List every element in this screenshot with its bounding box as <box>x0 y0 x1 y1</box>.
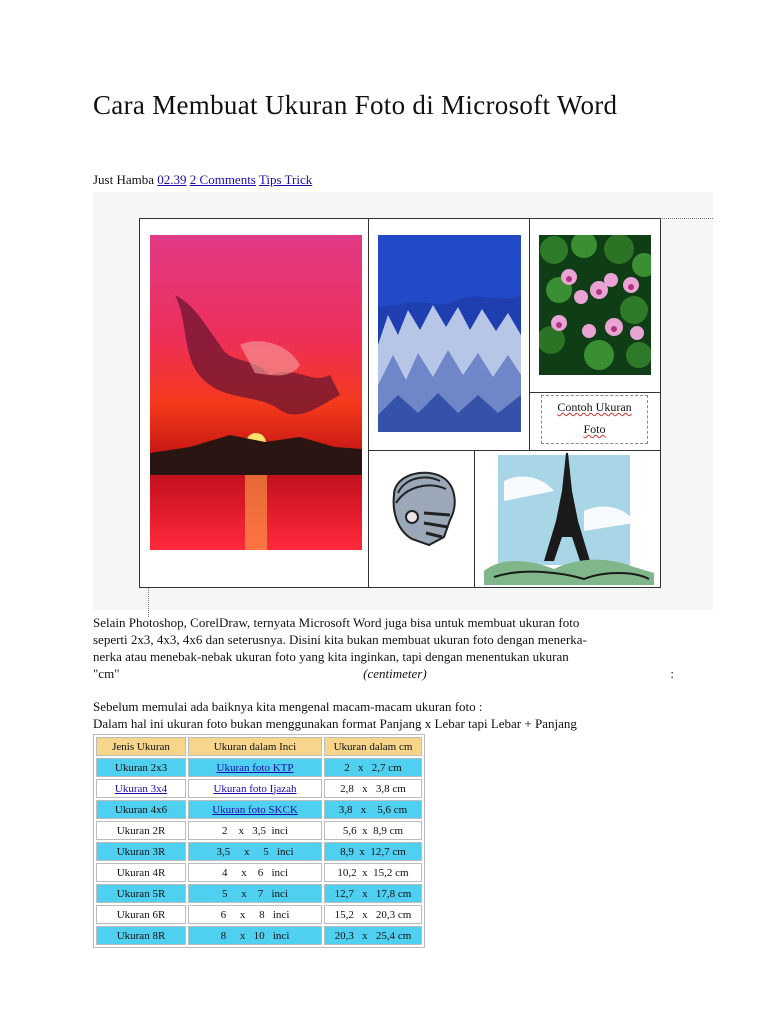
table-row <box>96 905 422 924</box>
table-row <box>96 863 422 882</box>
photo-size-table <box>93 734 425 948</box>
table-cell: 8,9 x 12,7 cm <box>324 842 422 861</box>
intro-paragraph <box>93 614 674 682</box>
section-paragraph <box>93 698 674 732</box>
table-cell: 4 x 6 inci <box>188 863 322 882</box>
table-cell: 3,5 x 5 inci <box>188 842 322 861</box>
table-cell: Ukuran 2x3 <box>96 758 186 777</box>
table-cell: 20,3 x 25,4 cm <box>324 926 422 945</box>
ktp-link[interactable]: Ukuran foto KTP <box>216 761 294 774</box>
table-row <box>96 800 422 819</box>
table-header: Jenis Ukuran <box>96 737 186 756</box>
table-row <box>96 884 422 903</box>
comments-link[interactable]: 2 Comments <box>189 172 256 187</box>
author-name: Just Hamba <box>93 172 155 187</box>
table-cell: 15,2 x 20,3 cm <box>324 905 422 924</box>
winter-forest-photo <box>378 235 521 432</box>
table-cell: Ukuran 4R <box>96 863 186 882</box>
table-cell <box>188 758 322 777</box>
caption-textbox <box>541 395 648 444</box>
table-header: Ukuran dalam Inci <box>188 737 322 756</box>
paragraph-line: Sebelum memulai ada baiknya kita mengenal macam-macam ukuran foto : <box>93 699 483 714</box>
caption-line: Foto <box>583 422 606 436</box>
table-cell: Ukuran 5R <box>96 884 186 903</box>
table-header: Ukuran dalam cm <box>324 737 422 756</box>
table-cell: 2 x 2,7 cm <box>324 758 422 777</box>
table-cell: 2,8 x 3,8 cm <box>324 779 422 798</box>
table-cell: Ukuran 8R <box>96 926 186 945</box>
skck-link[interactable]: Ukuran foto SKCK <box>212 803 298 816</box>
paragraph-line: seperti 2x3, 4x3, 4x6 dan seterusnya. Disini kita bukan membuat ukuran foto dengan menerka- <box>93 632 587 647</box>
table-cell: 5 x 7 inci <box>188 884 322 903</box>
table-header-row <box>96 737 422 756</box>
post-time-link[interactable]: 02.39 <box>157 172 187 187</box>
flowers-photo <box>539 235 651 375</box>
photo-collage-figure <box>93 192 713 610</box>
table-cell <box>96 779 186 798</box>
table-cell: 10,2 x 15,2 cm <box>324 863 422 882</box>
article-title: Cara Membuat Ukuran Foto di Microsoft Word <box>93 90 618 120</box>
table-cell: 6 x 8 inci <box>188 905 322 924</box>
table-row <box>96 842 422 861</box>
table-row <box>96 926 422 945</box>
football-helmet-clipart <box>384 465 459 553</box>
table-cell: Ukuran 3R <box>96 842 186 861</box>
cm-text: "cm" <box>93 666 120 681</box>
table-cell <box>188 800 322 819</box>
paragraph-line: Dalam hal ini ukuran foto bukan menggunakan format Panjang x Lebar tapi Lebar + Panjang <box>93 716 577 731</box>
paragraph-line: nerka atau menebak-nebak ukuran foto yang kita inginkan, tapi dengan menentukan ukuran <box>93 649 569 664</box>
table-cell: Ukuran 2R <box>96 821 186 840</box>
colon-text: : <box>670 666 674 681</box>
size-3x4-link[interactable]: Ukuran 3x4 <box>114 782 168 795</box>
table-cell: 2 x 3,5 inci <box>188 821 322 840</box>
paragraph-line <box>93 665 674 682</box>
table-cell <box>188 779 322 798</box>
table-cell: 5,6 x 8,9 cm <box>324 821 422 840</box>
table-cell: Ukuran 4x6 <box>96 800 186 819</box>
post-meta <box>93 172 312 188</box>
caption-line: Contoh Ukuran <box>557 400 632 414</box>
table-cell: 3,8 x 5,6 cm <box>324 800 422 819</box>
category-link[interactable]: Tips Trick <box>258 172 313 187</box>
table-row <box>96 821 422 840</box>
centimeter-text: (centimeter) <box>363 666 427 681</box>
eiffel-tower-clipart <box>484 451 654 585</box>
ijazah-link[interactable]: Ukuran foto Ijazah <box>213 782 297 795</box>
table-row <box>96 779 422 798</box>
table-cell: 12,7 x 17,8 cm <box>324 884 422 903</box>
paragraph-line: Selain Photoshop, CorelDraw, ternyata Microsoft Word juga bisa untuk membuat ukuran foto <box>93 615 580 630</box>
table-cell: 8 x 10 inci <box>188 926 322 945</box>
table-cell: Ukuran 6R <box>96 905 186 924</box>
table-row <box>96 758 422 777</box>
sunset-photo <box>150 235 362 550</box>
